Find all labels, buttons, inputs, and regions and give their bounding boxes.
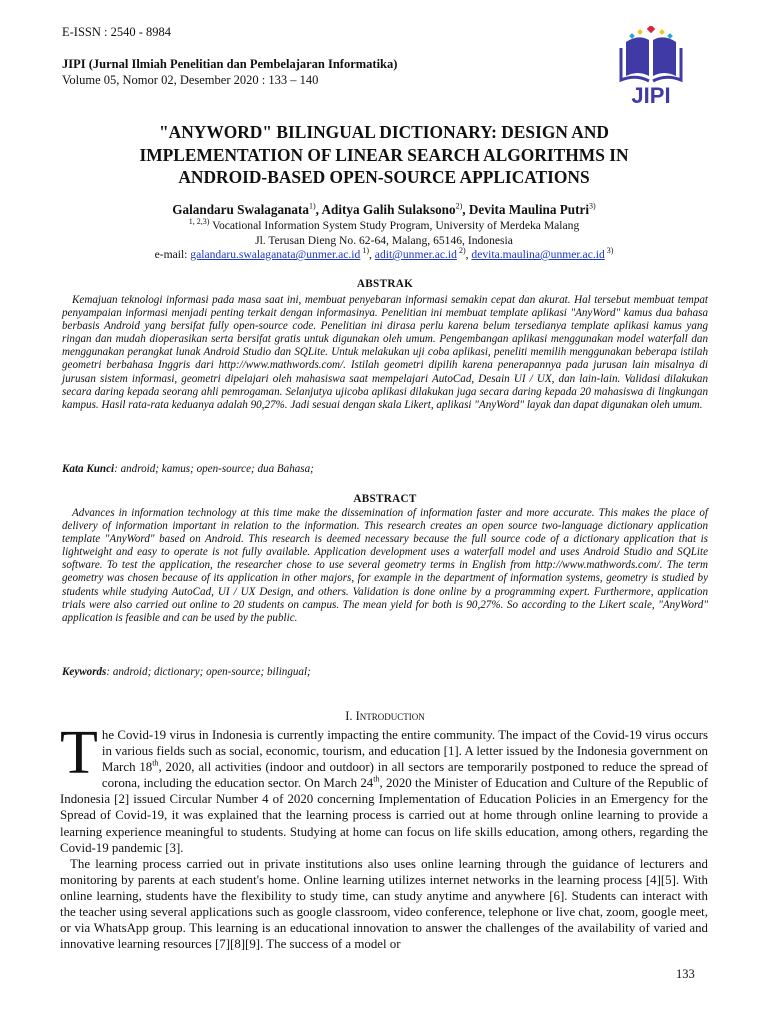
jipi-book-logo <box>618 26 684 106</box>
paragraph-text: , 2020 the Minister of Education and Culture of the Republic of Indonesia [2] issued Circular Number 4 of 2020 concerning Implementation of Education Policies in an Emergency for the Spread of Covid-19, it was explained that the learning process is carried out at home through online learning to provide a learning experience meaningful to students. Studying at home can focus on life skills education, among others, regarding the Covid-19 pandemic [3]. <box>60 776 708 855</box>
author-name: , Aditya Galih Sulaksono <box>315 202 456 217</box>
email-link[interactable]: galandaru.swalaganata@unmer.ac.id <box>190 248 361 261</box>
email-link[interactable]: adit@unmer.ac.id <box>374 248 457 261</box>
paragraph <box>60 719 708 856</box>
section-heading <box>62 709 708 724</box>
email-mark: 2) <box>456 246 466 256</box>
paper-title <box>60 121 708 189</box>
author-mark: 3) <box>589 201 596 211</box>
author-mark: 1) <box>308 201 316 211</box>
keywords-value: : android; dictionary; open-source; bilingual; <box>106 666 311 678</box>
journal-name: JIPI (Jurnal Ilmiah Penelitian dan Pembelajaran Informatika) <box>62 57 398 71</box>
title-line: ANDROID-BASED OPEN-SOURCE APPLICATIONS <box>178 167 590 187</box>
logo-text: JIPI <box>631 83 671 106</box>
volume-info: Volume 05, Nomor 02, Desember 2020 : 133 – 140 <box>62 73 319 87</box>
drop-cap: T <box>60 719 98 787</box>
ordinal-suffix: th <box>152 758 159 768</box>
author-mark: 2) <box>455 201 463 211</box>
introduction-body <box>60 719 708 952</box>
abstract-text: Advances in information technology at this time make the dissemination of information faster and more accurate. This makes the place of delivery of information important in relation to the information. This research creates an open source two-language dictionary application template "AnyWord" based on Android. This research is deemed necessary because the full source code of a dictionary application that is lightweight and easy to operate is not fully available. Application development uses a waterfall model and uses Android Studio and SQLite software. To test the application, the researcher chose to use several geometry terms in English from http://www.mathwords.com/. The term geometry was chosen because of its application in other majors, for example in the department of information systems, geometry is studied by students while studying AutoCad, UI / UX Design, and others. Validation is done online by a programming expert. Furthermore, application trials were also carried out online to 20 students on campus. The mean yield for both is 90,27%. So according to the Likert scale, "AnyWord" application is feasible and can be used by the public. <box>62 507 708 624</box>
keywords <box>62 666 708 679</box>
ordinal-suffix: th <box>373 774 380 784</box>
page-number: 133 <box>676 967 695 981</box>
kata-kunci-label: Kata Kunci <box>62 463 115 475</box>
affiliation-line: Vocational Information System Study Program, University of Merdeka Malang <box>209 219 580 232</box>
authors <box>40 202 728 218</box>
kata-kunci <box>62 463 708 476</box>
paragraph-text: , 2020, all activities (indoor and outdoor) in all sectors are temporarily postponed to reduce the spread of corona, including the education sector. On March 24 <box>101 760 708 791</box>
paragraph: The learning process carried out in private institutions also uses online learning through the guidance of lecturers and monitoring by parents at each student's home. Online learning utilizes internet networks in the learning process [4][5]. With online learning, students have the flexibility to study time, can study anytime and anywhere [6]. Students can interact with the teacher using several applications such as google classroom, video conference, telephone or live chat, zoom, google meet, or via WhatsApp group. This learning is an educational innovation to answer the challenges of the availability of varied and innovative learning resources [7][8][9]. The success of a model or <box>60 856 708 952</box>
abstrak-text: Kemajuan teknologi informasi pada masa saat ini, membuat penyebaran informasi semakin cepat dan akurat. Hal tersebut membuat tempat penyampaian informasi menjadi penting terkait dengan informasinya. Penelitian ini membuat template aplikasi "AnyWord" kamus dua bahasa berbasis Android yang bersifat fully open-source code. Penelitian ini dirasa perlu karena belum tersedianya template aplikasi kamus yang ringan dan mudah dioperasikan serta bersifat gratis untuk digunakan oleh umum. Pengembangan aplikasi menggunakan model waterfall dan menggunakan perangkat lunak Android Studio dan SQLite. Untuk melakukan uji coba aplikasi, peneliti memilih menggunakan beberapa istilah geometri berbahasa Inggris dari http://www.mathwords.com/. Istilah geometri dipilih karena penerapannya pada jurusan lain misalnya di jurusan sistem informasi, geometri dipelajari oleh mahasiswa saat mempelajari AutoCad, Desain UI / UX, dan lain-lain. Validasi dilakukan secara daring kepada seorang ahli pemrogaman. Selanjutya ujicoba aplikasi dilakukan juga secara daring kepada 20 mahasiswa di lingkungan kampus. Hasil rata-rata keduanya adalah 90,27%. Jadi sesuai dengan skala Likert, aplikasi "AnyWord" layak dan dapat digunakan oleh umum. <box>62 294 708 411</box>
author-name: Galandaru Swalaganata <box>172 202 309 217</box>
abstrak-heading: ABSTRAK <box>356 278 414 290</box>
section-number: I. <box>345 709 353 723</box>
email-link[interactable]: devita.maulina@unmer.ac.id <box>471 248 605 261</box>
email-separator: , <box>369 248 375 261</box>
title-line: "ANYWORD" BILINGUAL DICTIONARY: DESIGN AND <box>159 122 609 142</box>
abstract-heading: ABSTRACT <box>353 493 417 505</box>
title-line: IMPLEMENTATION OF LINEAR SEARCH ALGORITHMS IN <box>139 144 629 165</box>
section-title: Introduction <box>355 709 425 723</box>
affiliation <box>40 219 728 233</box>
email-separator: , <box>465 248 472 261</box>
paragraph-text: he Covid-19 virus in Indonesia is currently impacting the entire community. The impact of the Covid-19 virus occurs in various fields such as social, economic, tourism, and education [1]. A letter issued by the Indonesia government on March 18 <box>101 728 708 775</box>
affiliation-address: Jl. Terusan Dieng No. 62-64, Malang, 65146, Indonesia <box>255 234 513 247</box>
issn: E-ISSN : 2540 - 8984 <box>62 25 172 39</box>
email-mark: 3) <box>604 246 614 256</box>
affiliation-mark: 1, 2,3) <box>188 217 210 227</box>
email-mark: 1) <box>360 246 369 256</box>
author-name: , Devita Maulina Putri <box>462 202 590 217</box>
email-line <box>40 248 728 262</box>
email-label: e-mail: <box>154 248 191 261</box>
kata-kunci-value: : android; kamus; open-source; dua Bahasa; <box>114 463 314 475</box>
keywords-label: Keywords <box>62 666 107 678</box>
